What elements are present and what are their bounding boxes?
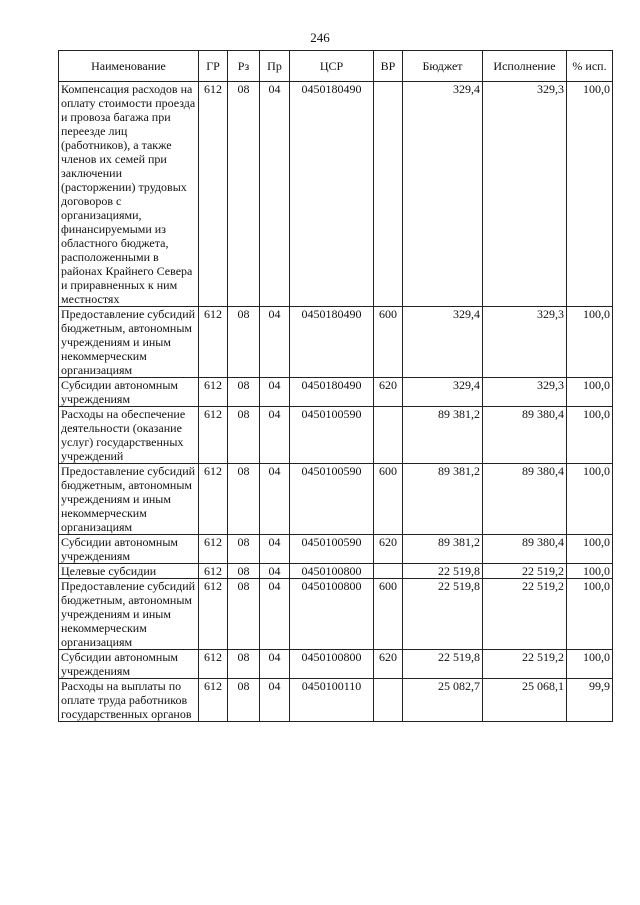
row-vr: 600: [374, 464, 403, 535]
row-budget: 89 381,2: [403, 464, 483, 535]
row-gr: 612: [199, 307, 228, 378]
row-execution: 22 519,2: [483, 650, 567, 679]
row-pct: 100,0: [567, 579, 613, 650]
row-budget: 22 519,8: [403, 650, 483, 679]
table-row: [59, 535, 613, 564]
row-budget: 22 519,8: [403, 579, 483, 650]
table-row: [59, 82, 613, 307]
row-gr: 612: [199, 378, 228, 407]
row-csr: 0450100800: [290, 579, 374, 650]
row-gr: 612: [199, 82, 228, 307]
row-pct: 100,0: [567, 650, 613, 679]
row-csr: 0450100590: [290, 535, 374, 564]
row-pr: 04: [260, 407, 290, 464]
row-execution: 329,3: [483, 307, 567, 378]
row-csr: 0450180490: [290, 378, 374, 407]
row-execution: 329,3: [483, 378, 567, 407]
row-budget: 329,4: [403, 307, 483, 378]
row-vr: [374, 564, 403, 579]
row-pct: 100,0: [567, 564, 613, 579]
table-row: [59, 579, 613, 650]
row-rz: 08: [228, 378, 260, 407]
row-vr: 600: [374, 579, 403, 650]
row-rz: 08: [228, 579, 260, 650]
row-csr: 0450180490: [290, 82, 374, 307]
row-execution: 89 380,4: [483, 407, 567, 464]
header-budget: Бюджет: [403, 51, 483, 82]
row-pr: 04: [260, 307, 290, 378]
row-pct: 100,0: [567, 464, 613, 535]
row-pct: 100,0: [567, 307, 613, 378]
row-gr: 612: [199, 579, 228, 650]
row-rz: 08: [228, 564, 260, 579]
row-pct: 100,0: [567, 407, 613, 464]
row-vr: [374, 407, 403, 464]
header-pr: Пр: [260, 51, 290, 82]
row-name: Предоставление субсидий бюджетным, автономным учреждениям и иным некоммерческим организациям: [59, 464, 199, 535]
row-name: Предоставление субсидий бюджетным, автономным учреждениям и иным некоммерческим организациям: [59, 307, 199, 378]
row-gr: 612: [199, 407, 228, 464]
header-vr: ВР: [374, 51, 403, 82]
row-gr: 612: [199, 564, 228, 579]
row-rz: 08: [228, 82, 260, 307]
budget-execution-table: [58, 50, 613, 722]
header-rz: Рз: [228, 51, 260, 82]
row-name: Расходы на обеспечение деятельности (оказание услуг) государственных учреждений: [59, 407, 199, 464]
row-name: Субсидии автономным учреждениям: [59, 535, 199, 564]
row-budget: 22 519,8: [403, 564, 483, 579]
row-name: Целевые субсидии: [59, 564, 199, 579]
header-execution: Исполнение: [483, 51, 567, 82]
row-csr: 0450100800: [290, 650, 374, 679]
row-rz: 08: [228, 307, 260, 378]
row-rz: 08: [228, 464, 260, 535]
row-vr: [374, 82, 403, 307]
row-vr: 620: [374, 535, 403, 564]
row-csr: 0450100590: [290, 464, 374, 535]
table-row: [59, 679, 613, 722]
row-rz: 08: [228, 679, 260, 722]
table-row: [59, 650, 613, 679]
table-row: [59, 307, 613, 378]
row-gr: 612: [199, 650, 228, 679]
row-csr: 0450100110: [290, 679, 374, 722]
row-budget: 25 082,7: [403, 679, 483, 722]
row-vr: 600: [374, 307, 403, 378]
row-execution: 25 068,1: [483, 679, 567, 722]
table-row: [59, 378, 613, 407]
row-pr: 04: [260, 82, 290, 307]
row-csr: 0450100800: [290, 564, 374, 579]
row-pr: 04: [260, 378, 290, 407]
row-budget: 89 381,2: [403, 407, 483, 464]
row-vr: 620: [374, 378, 403, 407]
row-vr: 620: [374, 650, 403, 679]
page-number: 246: [310, 30, 330, 45]
row-pct: 100,0: [567, 82, 613, 307]
row-pct: 99,9: [567, 679, 613, 722]
row-name: Предоставление субсидий бюджетным, автономным учреждениям и иным некоммерческим организациям: [59, 579, 199, 650]
row-budget: 329,4: [403, 82, 483, 307]
table-row: [59, 564, 613, 579]
row-pct: 100,0: [567, 378, 613, 407]
header-csr: ЦСР: [290, 51, 374, 82]
row-pr: 04: [260, 535, 290, 564]
row-execution: 22 519,2: [483, 579, 567, 650]
row-name: Компенсация расходов на оплату стоимости проезда и провоза багажа при переезде лиц (работников), а также членов их семей при заключении (расторжении) трудовых договоров с организациями, финансируемыми из областного бюджета, расположенными в районах Крайнего Севера и приравненных к ним местностях: [59, 82, 199, 307]
row-pr: 04: [260, 579, 290, 650]
row-vr: [374, 679, 403, 722]
row-csr: 0450100590: [290, 407, 374, 464]
row-pr: 04: [260, 464, 290, 535]
row-budget: 329,4: [403, 378, 483, 407]
row-pct: 100,0: [567, 535, 613, 564]
row-rz: 08: [228, 535, 260, 564]
row-csr: 0450180490: [290, 307, 374, 378]
header-pct: % исп.: [567, 51, 613, 82]
row-name: Субсидии автономным учреждениям: [59, 650, 199, 679]
row-rz: 08: [228, 650, 260, 679]
row-pr: 04: [260, 679, 290, 722]
row-pr: 04: [260, 564, 290, 579]
row-pr: 04: [260, 650, 290, 679]
row-name: Субсидии автономным учреждениям: [59, 378, 199, 407]
header-name: Наименование: [59, 51, 199, 82]
row-gr: 612: [199, 464, 228, 535]
row-gr: 612: [199, 679, 228, 722]
row-rz: 08: [228, 407, 260, 464]
table-row: [59, 407, 613, 464]
row-budget: 89 381,2: [403, 535, 483, 564]
row-execution: 89 380,4: [483, 535, 567, 564]
table-header-row: [59, 51, 613, 82]
row-execution: 329,3: [483, 82, 567, 307]
row-name: Расходы на выплаты по оплате труда работников государственных органов: [59, 679, 199, 722]
row-gr: 612: [199, 535, 228, 564]
header-gr: ГР: [199, 51, 228, 82]
row-execution: 22 519,2: [483, 564, 567, 579]
row-execution: 89 380,4: [483, 464, 567, 535]
table-row: [59, 464, 613, 535]
